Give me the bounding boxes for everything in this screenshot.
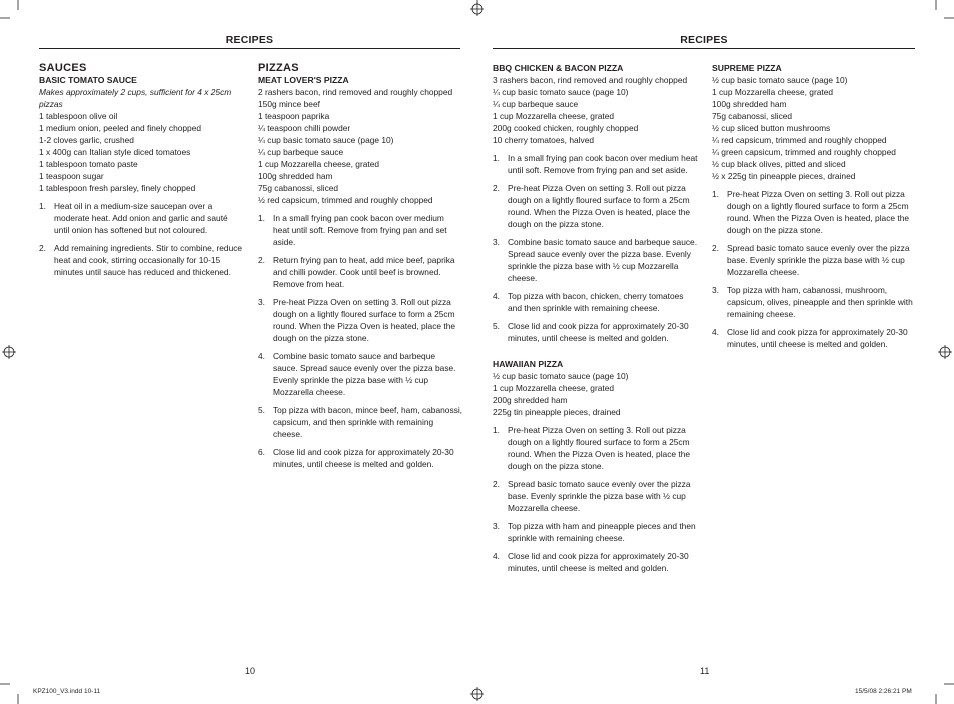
ingredient-item: 1 tablespoon olive oil	[39, 111, 118, 121]
ingredient-item: ¼ teaspoon chilli powder	[258, 123, 351, 133]
recipe-title-basic-tomato-sauce: BASIC TOMATO SAUCE	[39, 75, 137, 85]
method-step	[712, 188, 916, 236]
registration-mark-icon	[938, 345, 952, 359]
recipe-title-bbq-chicken-bacon-pizza: BBQ CHICKEN & BACON PIZZA	[493, 63, 624, 73]
step-number: 5.	[258, 405, 265, 415]
step-number: 3.	[493, 521, 500, 531]
ingredient-item: ¼ cup basic tomato sauce (page 10)	[258, 135, 394, 145]
method-steps	[39, 200, 245, 278]
step-number: 1.	[258, 213, 265, 223]
method-step	[258, 296, 462, 344]
step-text: Top pizza with bacon, mince beef, ham, cabanossi, capsicum, and then sprinkle with remaining cheese.	[273, 405, 463, 439]
method-step	[493, 550, 699, 574]
ingredient-item: 1 teaspoon sugar	[39, 171, 104, 181]
step-number: 2.	[493, 479, 500, 489]
recipe-title-hawaiian-pizza: HAWAIIAN PIZZA	[493, 359, 564, 369]
ingredient-item: ½ cup basic tomato sauce (page 10)	[493, 371, 629, 381]
method-step	[493, 520, 699, 544]
step-text: Close lid and cook pizza for approximately 20-30 minutes, until cheese is melted and golden.	[508, 551, 689, 573]
slug-timestamp: 15/5/08 2:26:21 PM	[855, 688, 912, 695]
ingredient-item: 1 teaspoon paprika	[258, 111, 330, 121]
step-number: 6.	[258, 447, 265, 457]
ingredient-item: 200g cooked chicken, roughly chopped	[493, 123, 639, 133]
step-text: In a small frying pan cook bacon over medium heat until soft. Remove from frying pan and set aside.	[273, 213, 447, 247]
ingredient-item: 1 cup Mozzarella cheese, grated	[493, 383, 615, 393]
method-step	[493, 424, 699, 472]
ingredient-list	[39, 110, 245, 194]
recipe-yield-note: Makes approximately 2 cups, sufficient for 4 x 25cm pizzas	[39, 87, 232, 109]
method-step	[712, 242, 916, 278]
ingredient-item: 2 rashers bacon, rind removed and roughly chopped	[258, 87, 453, 97]
ingredient-item: ¼ green capsicum, trimmed and roughly chopped	[712, 147, 896, 157]
recipe-title-meat-lovers-pizza: MEAT LOVER'S PIZZA	[258, 75, 349, 85]
ingredient-item: ½ cup black olives, pitted and sliced	[712, 159, 846, 169]
step-number: 1.	[39, 201, 46, 211]
slug-filename: KPZ100_V3.indd 10-11	[33, 688, 101, 695]
step-text: Pre-heat Pizza Oven on setting 3. Roll out pizza dough on a lightly floured surface to form a 25cm round. When the Pizza Oven is heated, place the dough on the pizza stone.	[727, 189, 910, 235]
step-number: 4.	[258, 351, 265, 361]
step-number: 4.	[712, 327, 719, 337]
ingredient-item: ¼ cup barbeque sauce	[258, 147, 344, 157]
ingredient-item: 100g shredded ham	[712, 99, 787, 109]
ingredient-item: ½ cup basic tomato sauce (page 10)	[712, 75, 848, 85]
ingredient-item: 200g shredded ham	[493, 395, 568, 405]
step-text: Pre-heat Pizza Oven on setting 3. Roll out pizza dough on a lightly floured surface to form a 25cm round. When the Pizza Oven is heated, place the dough on the pizza stone.	[508, 425, 691, 471]
step-text: Heat oil in a medium-size saucepan over a moderate heat. Add onion and garlic and sauté until onion has softened but not coloured.	[54, 201, 228, 235]
ingredient-item: ¼ cup barbeque sauce	[493, 99, 579, 109]
ingredient-list	[493, 370, 699, 418]
ingredient-item: ½ cup sliced button mushrooms	[712, 123, 831, 133]
step-text: Close lid and cook pizza for approximately 20-30 minutes, until cheese is melted and golden.	[508, 321, 689, 343]
method-step	[493, 236, 699, 284]
ingredient-item: 1 cup Mozzarella cheese, grated	[712, 87, 834, 97]
ingredient-item: 225g tin pineapple pieces, drained	[493, 407, 621, 417]
ingredient-item: 100g shredded ham	[258, 171, 333, 181]
ingredient-item: ½ x 225g tin pineapple pieces, drained	[712, 171, 856, 181]
sauces-column	[39, 62, 245, 292]
method-step	[493, 152, 699, 176]
ingredient-list	[258, 86, 462, 206]
ingredient-item: 1 x 400g can Italian style diced tomatoes	[39, 147, 191, 157]
ingredient-item: 1 cup Mozzarella cheese, grated	[258, 159, 380, 169]
ingredient-list	[493, 74, 699, 146]
ingredient-item: 1 medium onion, peeled and finely chopped	[39, 123, 202, 133]
ingredient-item: 1 cup Mozzarella cheese, grated	[493, 111, 615, 121]
method-step	[39, 242, 245, 278]
step-text: Top pizza with ham and pineapple pieces and then sprinkle with remaining cheese.	[508, 521, 696, 543]
method-step	[258, 254, 462, 290]
running-header-right: RECIPES	[493, 34, 915, 49]
section-heading-sauces: SAUCES	[39, 62, 87, 74]
registration-mark-icon	[470, 2, 484, 16]
running-header-left: RECIPES	[39, 34, 460, 49]
step-number: 1.	[493, 425, 500, 435]
method-step	[39, 200, 245, 236]
section-heading-pizzas: PIZZAS	[258, 62, 299, 74]
registration-mark-icon	[2, 345, 16, 359]
step-number: 3.	[493, 237, 500, 247]
step-text: Spread basic tomato sauce evenly over the pizza base. Evenly sprinkle the pizza base with ½ cup Mozzarella cheese.	[727, 243, 910, 277]
step-text: Top pizza with ham, cabanossi, mushroom, capsicum, olives, pineapple and then sprinkle with remaining cheese.	[727, 285, 913, 319]
method-step	[258, 404, 462, 440]
pizzas-column	[258, 62, 462, 484]
ingredient-item: 1 tablespoon fresh parsley, finely chopped	[39, 183, 196, 193]
method-step	[712, 284, 916, 320]
step-number: 2.	[39, 243, 46, 253]
method-step	[493, 478, 699, 514]
ingredient-item: 1 tablespoon tomato paste	[39, 159, 138, 169]
ingredient-list	[712, 74, 916, 182]
step-text: Close lid and cook pizza for approximately 20-30 minutes, until cheese is melted and golden.	[727, 327, 908, 349]
method-step	[493, 320, 699, 344]
method-steps	[493, 424, 699, 574]
step-number: 2.	[258, 255, 265, 265]
step-number: 4.	[493, 291, 500, 301]
step-text: Combine basic tomato sauce and barbeque sauce. Spread sauce evenly over the pizza base. Evenly sprinkle the pizza base with ½ cup Mozzarella cheese.	[508, 237, 698, 283]
method-step	[258, 446, 462, 470]
step-text: Pre-heat Pizza Oven on setting 3. Roll out pizza dough on a lightly floured surface to form a 25cm round. When the Pizza Oven is heated, place the dough on the pizza stone.	[508, 183, 691, 229]
step-text: In a small frying pan cook bacon over medium heat until soft. Remove from frying pan and set aside.	[508, 153, 698, 175]
ingredient-item: ¼ cup basic tomato sauce (page 10)	[493, 87, 629, 97]
page-number-left: 10	[245, 666, 256, 676]
ingredient-item: ½ red capsicum, trimmed and roughly chopped	[258, 195, 433, 205]
method-steps	[493, 152, 699, 344]
step-text: Top pizza with bacon, chicken, cherry tomatoes and then sprinkle with remaining cheese.	[508, 291, 684, 313]
ingredient-item: 3 rashers bacon, rind removed and roughly chopped	[493, 75, 688, 85]
step-number: 5.	[493, 321, 500, 331]
supreme-column	[712, 62, 916, 364]
method-steps	[258, 212, 462, 470]
ingredient-item: ¼ red capsicum, trimmed and roughly chopped	[712, 135, 887, 145]
registration-mark-icon	[470, 687, 484, 701]
method-step	[493, 182, 699, 230]
step-text: Return frying pan to heat, add mice beef, paprika and chilli powder. Cook until beef is browned. Remove from heat.	[273, 255, 455, 289]
step-number: 3.	[712, 285, 719, 295]
method-step	[712, 326, 916, 350]
step-text: Pre-heat Pizza Oven on setting 3. Roll out pizza dough on a lightly floured surface to form a 25cm round. When the Pizza Oven is heated, place the dough on the pizza stone.	[273, 297, 456, 343]
method-step	[493, 290, 699, 314]
ingredient-item: 10 cherry tomatoes, halved	[493, 135, 595, 145]
recipe-title-supreme-pizza: SUPREME PIZZA	[712, 63, 782, 73]
step-text: Add remaining ingredients. Stir to combine, reduce heat and cook, stirring occasionally for 10-15 minutes until sauce has reduced and thickened.	[54, 243, 243, 277]
step-number: 3.	[258, 297, 265, 307]
method-steps	[712, 188, 916, 350]
method-step	[258, 350, 462, 398]
step-number: 4.	[493, 551, 500, 561]
method-step	[258, 212, 462, 248]
ingredient-item: 75g cabanossi, sliced	[258, 183, 339, 193]
step-number: 2.	[493, 183, 500, 193]
bbq-hawaiian-column	[493, 62, 699, 588]
step-number: 1.	[493, 153, 500, 163]
ingredient-item: 1-2 cloves garlic, crushed	[39, 135, 134, 145]
page-number-right: 11	[700, 666, 710, 676]
ingredient-item: 75g cabanossi, sliced	[712, 111, 793, 121]
step-text: Close lid and cook pizza for approximately 20-30 minutes, until cheese is melted and golden.	[273, 447, 454, 469]
step-number: 1.	[712, 189, 719, 199]
step-number: 2.	[712, 243, 719, 253]
ingredient-item: 150g mince beef	[258, 99, 320, 109]
step-text: Combine basic tomato sauce and barbeque sauce. Spread sauce evenly over the pizza base. Evenly sprinkle the pizza base with ½ cup Mozzarella cheese.	[273, 351, 456, 397]
step-text: Spread basic tomato sauce evenly over the pizza base. Evenly sprinkle the pizza base with ½ cup Mozzarella cheese.	[508, 479, 691, 513]
